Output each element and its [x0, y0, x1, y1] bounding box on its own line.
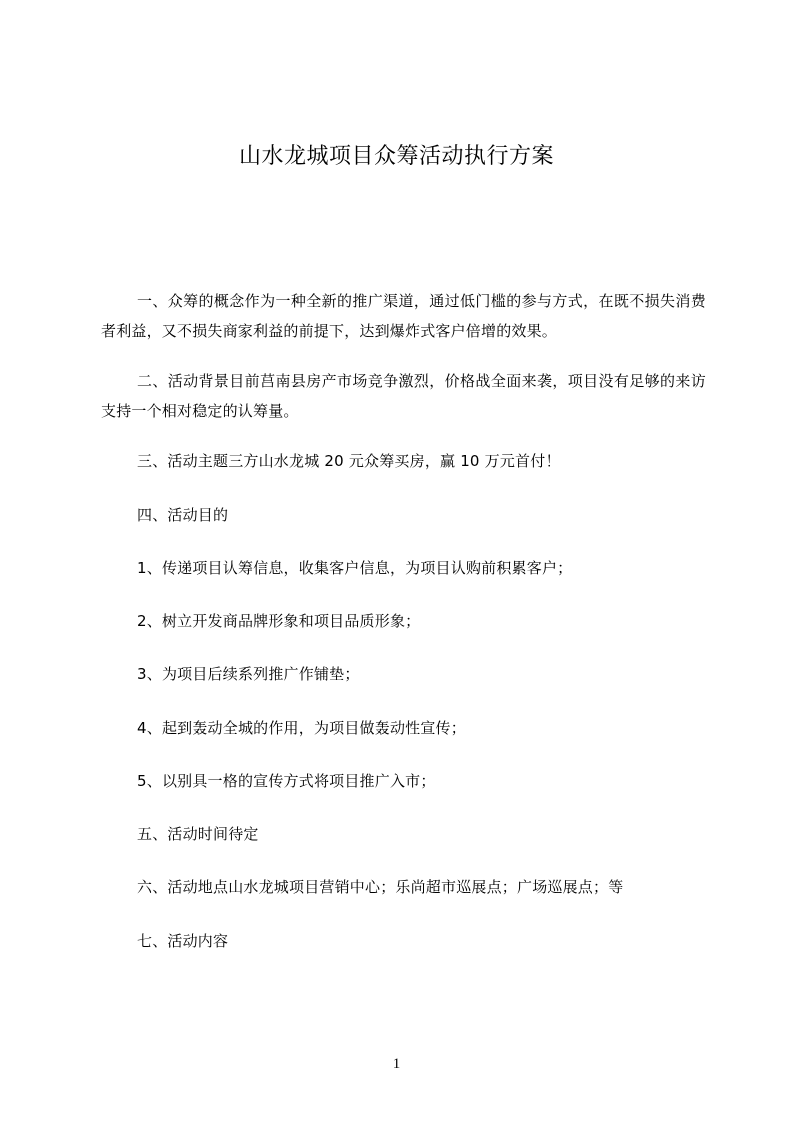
heading-activity-content: 七、活动内容 [137, 932, 229, 950]
paragraph-activity-location: 六、活动地点山水龙城项目营销中心；乐尚超市巡展点；广场巡展点；等 [137, 878, 624, 896]
heading-activity-purpose: 四、活动目的 [137, 506, 229, 524]
list-item-purpose-1: 1、传递项目认筹信息，收集客户信息，为项目认购前积累客户； [137, 559, 573, 577]
paragraph-activity-background: 二、活动背景目前莒南县房产市场竞争激烈，价格战全面来袭，项目没有足够的来访支持一个相对稳定的认筹量。 [101, 372, 706, 420]
list-item-purpose-4: 4、起到轰动全城的作用，为项目做轰动性宣传； [137, 719, 466, 737]
list-item-purpose-5: 5、以别具一格的宣传方式将项目推广入市； [137, 772, 436, 790]
heading-activity-time: 五、活动时间待定 [137, 825, 259, 843]
page-number: 1 [392, 1056, 401, 1072]
paragraph-crowdfunding-concept: 一、众筹的概念作为一种全新的推广渠道，通过低门槛的参与方式，在既不损失消费者利益，又不损失商家利益的前提下，达到爆炸式客户倍增的效果。 [101, 292, 706, 340]
paragraph-activity-theme: 三、活动主题三方山水龙城 20 元众筹买房，赢 10 万元首付！ [137, 452, 561, 470]
list-item-purpose-3: 3、为项目后续系列推广作铺垫； [137, 665, 360, 683]
list-item-purpose-2: 2、树立开发商品牌形象和项目品质形象； [137, 612, 421, 630]
document-title: 山水龙城项目众筹活动执行方案 [238, 144, 554, 169]
